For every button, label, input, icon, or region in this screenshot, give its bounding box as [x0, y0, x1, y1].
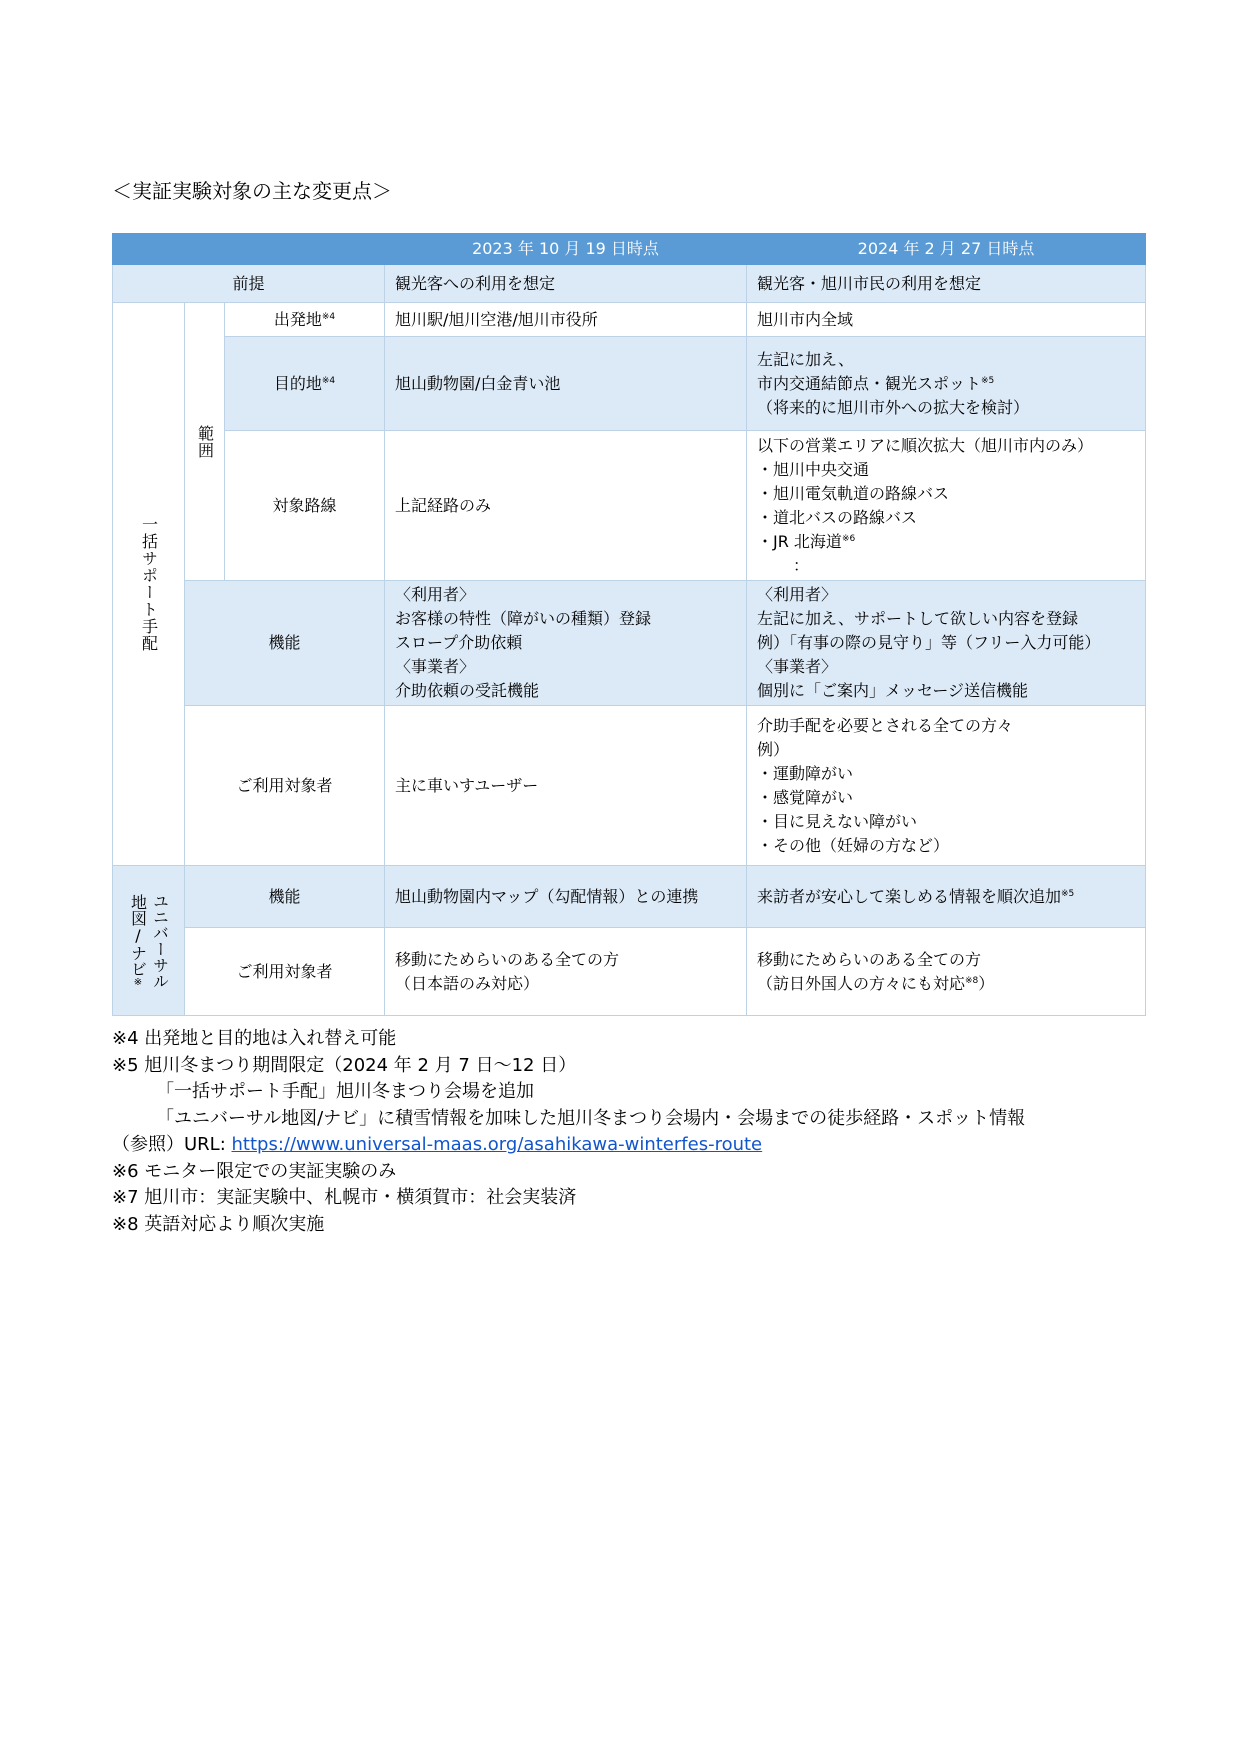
routes-2024-line-text: ・JR 北海道	[757, 531, 842, 551]
destination-note: ※4	[321, 375, 336, 386]
comparison-table	[112, 233, 1146, 1016]
function-1-2023-line: 〈事業者〉	[395, 657, 476, 676]
group-label-universal-map-line2: 地図/ナビ	[128, 893, 148, 977]
footnote-7: ※7 旭川市：実証実験中、札幌市・横須賀市：社会実装済	[112, 1187, 577, 1208]
subgroup-label-range	[185, 303, 225, 581]
routes-2024-line: ・旭川中央交通	[757, 459, 870, 479]
function-1-label: 機能	[185, 581, 385, 706]
users-2-2024-line-text: （訪日外国人の方々にも対応	[757, 973, 966, 993]
function-1-2023-line: お客様の特性（障がいの種類）登録	[395, 609, 652, 628]
destination-2024-line: 左記に加え、	[757, 349, 854, 369]
table-row-function-2	[113, 866, 1146, 928]
routes-2024-line: ・道北バスの路線バス	[757, 507, 918, 527]
function-2-2024-text: 来訪者が安心して楽しめる情報を順次追加	[757, 886, 1062, 906]
users-2-2024-line	[757, 972, 1135, 996]
function-2-2024-note: ※5	[1061, 888, 1075, 899]
users-2-2024-note: ※8	[965, 975, 979, 986]
function-1-2024-line: 〈利用者〉	[757, 585, 838, 604]
table-row-departure	[113, 303, 1146, 337]
departure-label: 出発地	[273, 309, 322, 329]
destination-2024-line: （将来的に旭川市外への拡大を検討）	[757, 397, 1030, 417]
users-2-2023-line: （日本語のみ対応）	[395, 973, 540, 993]
function-1-2024-line: 例）「有事の際の見守り」等（フリー入力可能）	[757, 633, 1101, 652]
users-2-2024-line-end: ）	[978, 973, 995, 993]
group-label-bulk-support-text: 一括サポート手配	[139, 516, 159, 652]
routes-2024	[747, 431, 1146, 581]
routes-2024-line: ・旭川電気軌道の路線バス	[757, 483, 950, 503]
routes-2024-ellipsis: ：	[793, 555, 810, 575]
group-label-universal-map-line1: ユニバーサル	[150, 892, 170, 989]
routes-2024-line: 以下の営業エリアに順次拡大（旭川市内のみ）	[757, 435, 1094, 455]
routes-2023: 上記経路のみ	[385, 431, 747, 581]
users-2-2023-line: 移動にためらいのある全ての方	[395, 949, 620, 969]
destination-2023: 旭山動物園/白金青い池	[385, 337, 747, 431]
footnote-5: ※5 旭川冬まつり期間限定（2024 年 2 月 7 日～12 日）	[112, 1054, 577, 1076]
users-1-2024-line: ・運動障がい	[757, 763, 854, 783]
function-2-label: 機能	[185, 866, 385, 928]
function-1-2023-line: スロープ介助依頼	[395, 633, 523, 652]
function-2-2024	[747, 866, 1146, 928]
premise-label: 前提	[113, 265, 385, 303]
table-row-users-2	[113, 928, 1146, 1016]
departure-2023: 旭川駅/旭川空港/旭川市役所	[385, 303, 747, 337]
routes-2024-line	[757, 530, 1135, 554]
group-label-universal-map	[113, 866, 185, 1016]
function-1-2024-line: 〈事業者〉	[757, 657, 838, 676]
routes-2024-note: ※6	[841, 533, 856, 544]
users-1-2024-line: ・目に見えない障がい	[757, 811, 918, 831]
footnote-4: ※4 出発地と目的地は入れ替え可能	[112, 1028, 397, 1049]
departure-label-cell	[225, 303, 385, 337]
footnote-5-detail-a: 「一括サポート手配」旭川冬まつり会場を追加	[156, 1081, 534, 1102]
footnote-5-detail-b: 「ユニバーサル地図/ナビ」に積雪情報を加味した旭川冬まつり会場内・会場までの徒歩経路・スポット情報	[156, 1107, 1026, 1129]
users-1-2023: 主に車いすユーザー	[385, 706, 747, 866]
users-1-label: ご利用対象者	[185, 706, 385, 866]
function-2-2023: 旭山動物園内マップ（勾配情報）との連携	[385, 866, 747, 928]
function-1-2024	[747, 581, 1146, 706]
users-1-2024-line: 介助手配を必要とされる全ての方々	[757, 715, 1014, 735]
section-title: ＜実証実験対象の主な変更点＞	[112, 179, 392, 203]
routes-label: 対象路線	[225, 431, 385, 581]
destination-2024-line	[757, 372, 1135, 396]
function-1-2023-line: 介助依頼の受託機能	[395, 681, 540, 700]
premise-2024: 観光客・旭川市民の利用を想定	[747, 265, 1146, 303]
footnote-8: ※8 英語対応より順次実施	[112, 1213, 325, 1235]
table-row-premise	[113, 265, 1146, 303]
subgroup-label-range-text: 範囲	[195, 424, 215, 459]
users-2-2024	[747, 928, 1146, 1016]
users-1-2024-line: ・感覚障がい	[757, 787, 854, 807]
destination-2024-note: ※5	[981, 375, 995, 386]
destination-2024	[747, 337, 1146, 431]
function-1-2023	[385, 581, 747, 706]
table-row-routes	[113, 431, 1146, 581]
function-1-2023-line: 〈利用者〉	[395, 585, 476, 604]
table-row-users-1	[113, 706, 1146, 866]
reference-url-link[interactable]: https://www.universal-maas.org/asahikawa-winterfes-route	[231, 1134, 763, 1155]
users-2-label: ご利用対象者	[185, 928, 385, 1016]
destination-label: 目的地	[273, 373, 322, 393]
users-1-2024-line: 例）	[757, 739, 790, 759]
group-label-universal-map-note: ※	[132, 976, 144, 988]
function-1-2024-line: 左記に加え、サポートして欲しい内容を登録	[757, 609, 1078, 628]
reference-label: （参照）URL:	[112, 1134, 232, 1155]
destination-label-cell	[225, 337, 385, 431]
users-1-2024-line: ・その他（妊婦の方など）	[757, 835, 950, 855]
destination-2024-line-text: 市内交通結節点・観光スポット	[757, 373, 982, 393]
users-1-2024	[747, 706, 1146, 866]
header-col-2024: 2024 年 2 月 27 日時点	[747, 234, 1146, 265]
group-label-bulk-support	[113, 303, 185, 866]
footnotes	[112, 1026, 1132, 1238]
table-row-function-1	[113, 581, 1146, 706]
departure-note: ※4	[321, 311, 336, 322]
footnote-reference	[112, 1132, 1132, 1159]
header-col-2023: 2023 年 10 月 19 日時点	[385, 234, 747, 265]
footnote-6: ※6 モニター限定での実証実験のみ	[112, 1160, 397, 1182]
table-header-row	[113, 234, 1146, 265]
premise-2023: 観光客への利用を想定	[385, 265, 747, 303]
function-1-2024-line: 個別に「ご案内」メッセージ送信機能	[757, 681, 1029, 700]
group-label-universal-map-text	[127, 885, 171, 997]
table-row-destination	[113, 337, 1146, 431]
users-2-2024-line: 移動にためらいのある全ての方	[757, 949, 982, 969]
departure-2024: 旭川市内全域	[747, 303, 1146, 337]
users-2-2023	[385, 928, 747, 1016]
header-empty-cell	[113, 234, 385, 265]
